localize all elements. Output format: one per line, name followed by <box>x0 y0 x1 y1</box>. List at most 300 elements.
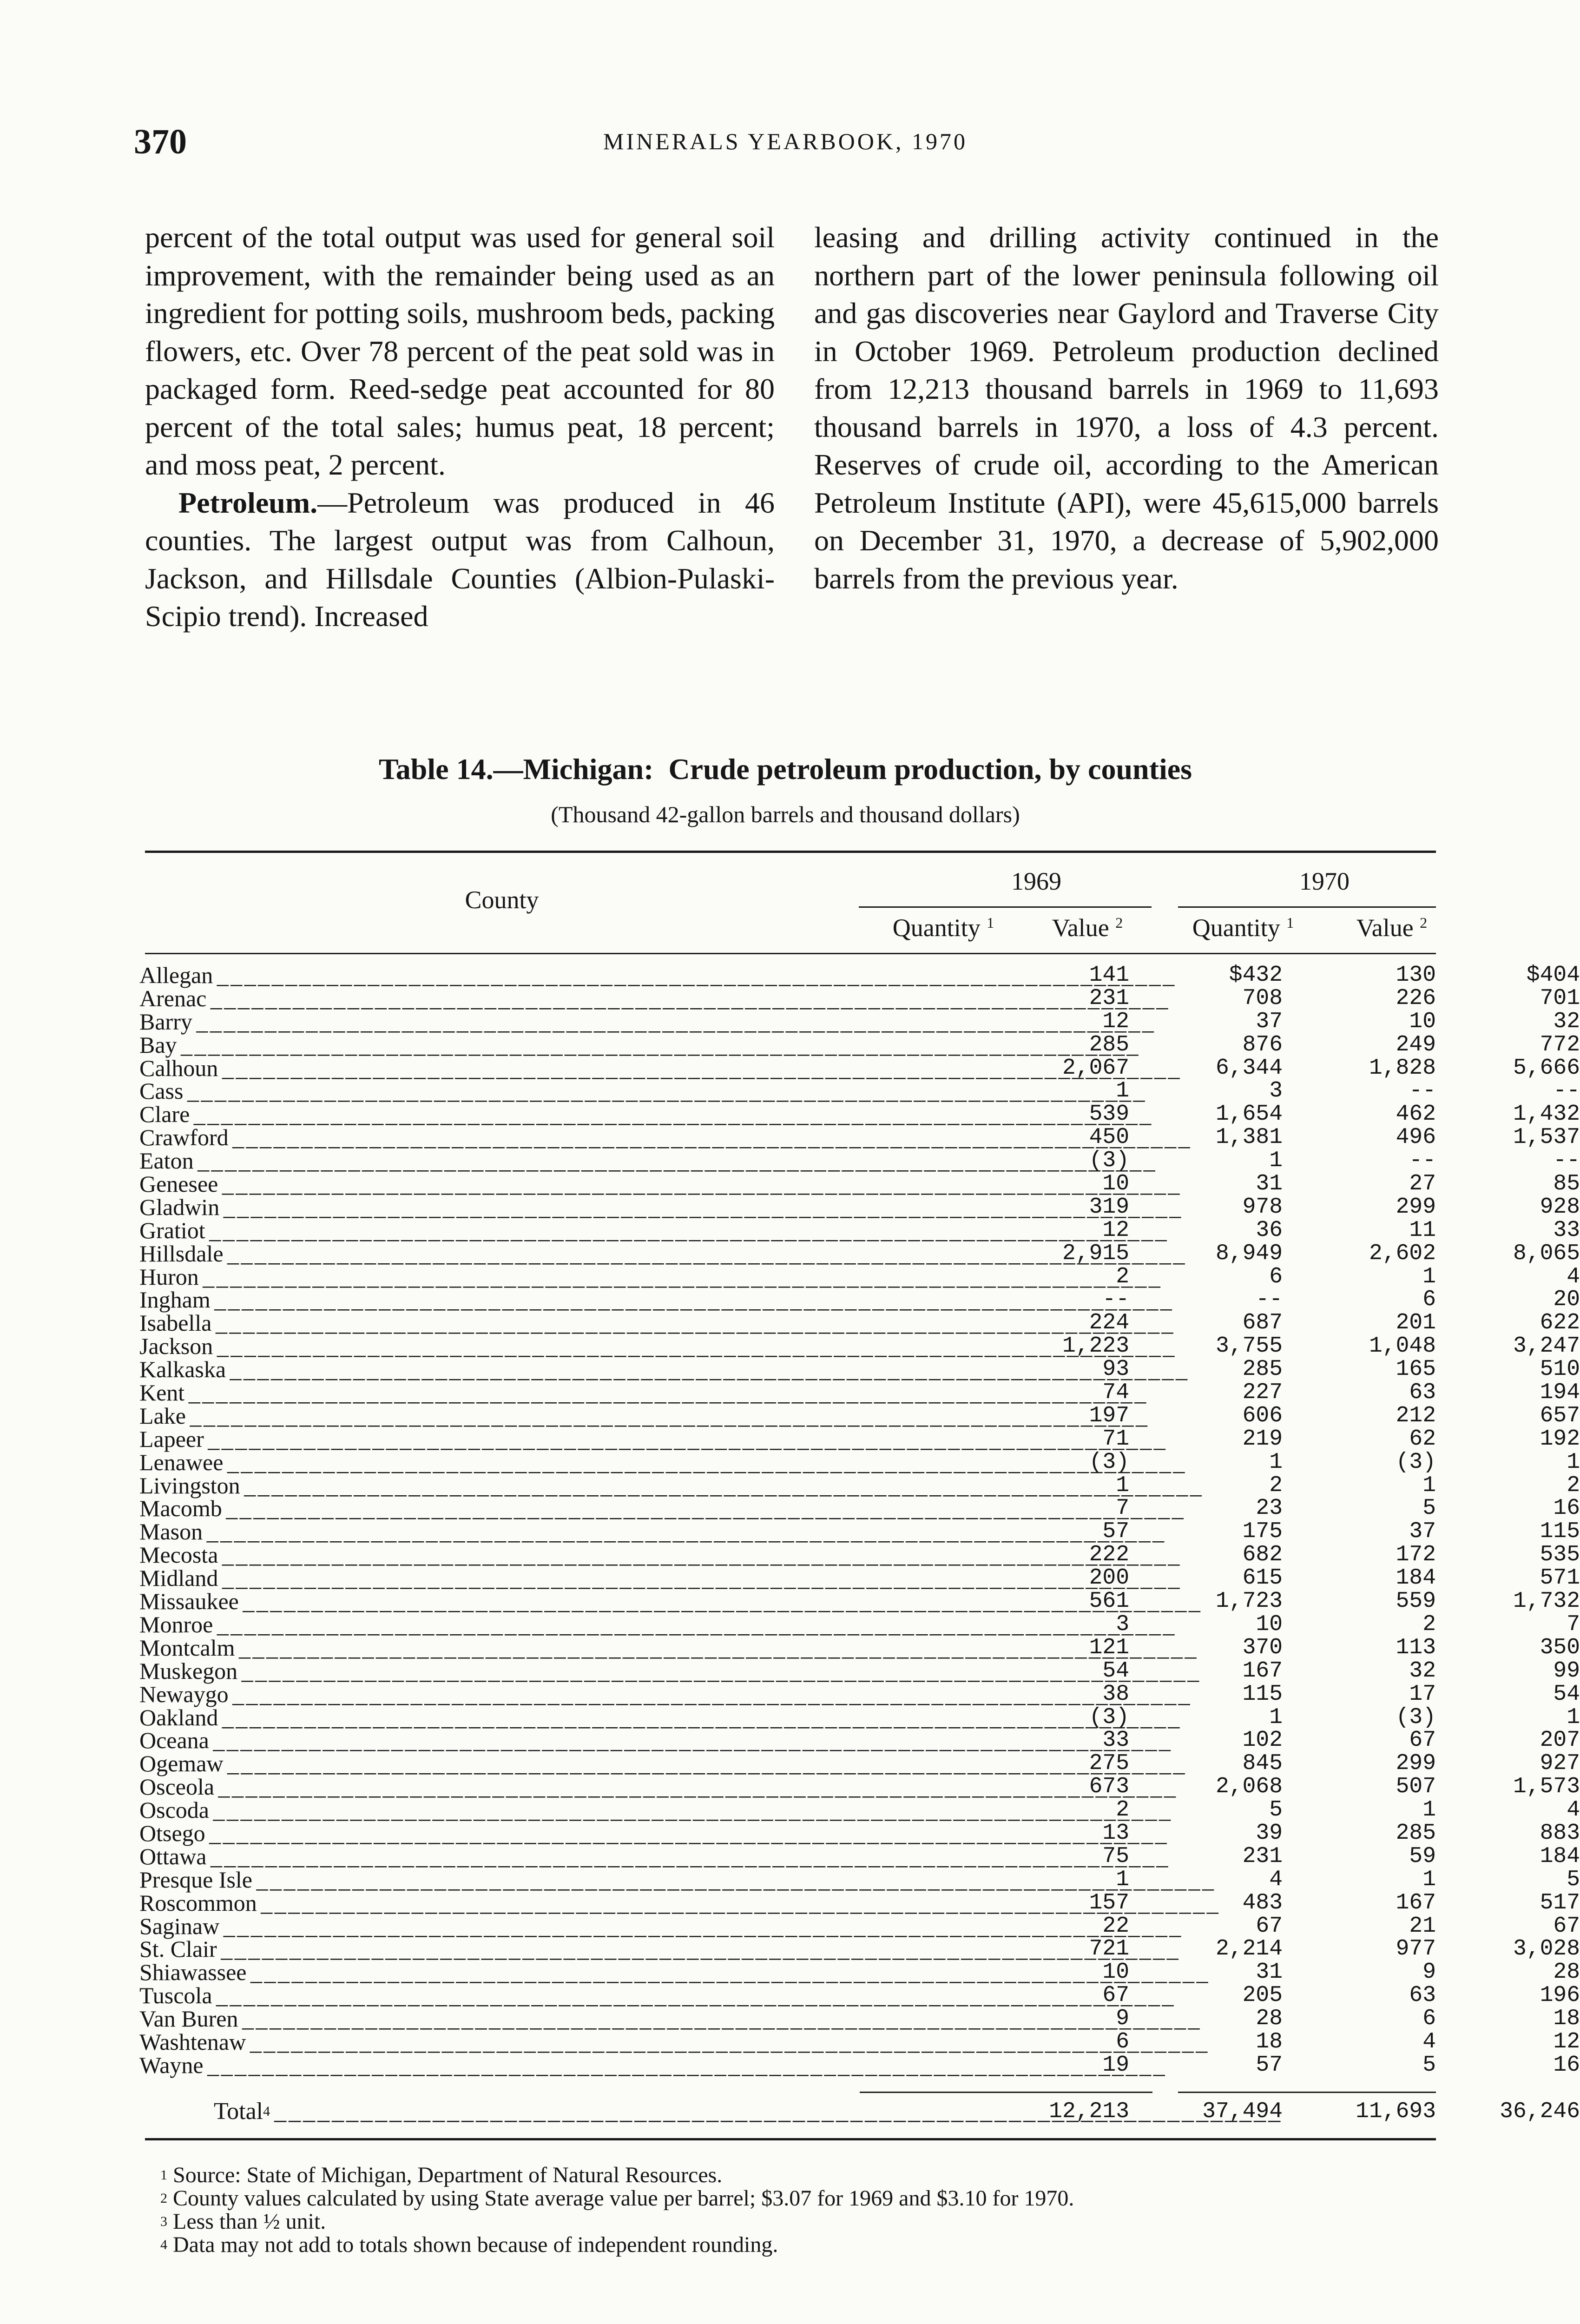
col-header-quantity-1969 <box>874 913 1013 942</box>
county-name: Lenawee _ _ _ <box>139 1451 850 1474</box>
runin-heading: Petroleum. <box>178 486 318 519</box>
table-row <box>139 1774 1580 1800</box>
value-1970: 571 <box>1540 1565 1580 1591</box>
quantity-1969: 275 <box>1089 1751 1129 1776</box>
quantity-1970: 130 <box>1396 963 1436 988</box>
quantity-1969: 1 <box>1116 1078 1129 1104</box>
footnote <box>160 2164 1415 2187</box>
value-1969: 219 <box>1242 1426 1283 1452</box>
table-row <box>139 1982 1580 2009</box>
value-1970: 20 <box>1553 1287 1580 1313</box>
value-1969: 3 <box>1269 1078 1283 1104</box>
table-row <box>139 1356 1580 1383</box>
county-name: Osceola _ _ _ <box>139 1776 850 1799</box>
quantity-1970: 184 <box>1396 1565 1436 1591</box>
value-1970: 1 <box>1567 1704 1580 1730</box>
value-1969: 4 <box>1269 1867 1283 1892</box>
quantity-1969: 1 <box>1116 1472 1129 1498</box>
fn-ref-2: 2 <box>1115 914 1123 931</box>
value-1970: 3,247 <box>1513 1334 1580 1359</box>
value-1969: 1,723 <box>1215 1589 1283 1614</box>
county-name: Livingston _ _ _ <box>139 1474 850 1498</box>
table-row <box>139 1194 1580 1220</box>
county-name: Oscoda _ _ _ <box>139 1799 850 1822</box>
paragraph-leasing: leasing and drilling activity continued in the northern part of the lower peninsula following oil and gas discoveries near Gaylord and Traverse City in October 1969. Petroleum production declined from 12,213 thousand barrels in 1969 to 11,693 thousand barrels in 1970, a loss of 4.3 percent. Reserves of crude oil, according to the American Petroleum Institute (API), were 45,615,000 barrels on December 31, 1970, a decrease of 5,902,000 barrels from the previous year. <box>814 221 1439 595</box>
value-1970: 196 <box>1540 1983 1580 2008</box>
county-name: Missaukee _ _ _ <box>139 1590 850 1613</box>
quantity-1970: 62 <box>1409 1426 1436 1452</box>
quantity-1970: 6 <box>1422 1287 1436 1313</box>
table-row <box>139 1333 1580 1360</box>
county-name: Ogemaw _ _ _ <box>139 1752 850 1776</box>
value-1970: 18 <box>1553 2006 1580 2032</box>
total-quantity-1970: 11,693 <box>1356 2099 1436 2124</box>
county-name: Van Buren _ _ _ <box>139 2007 850 2031</box>
quantity-1969: -- <box>1102 1287 1129 1313</box>
county-name: Arenac _ _ _ <box>139 987 850 1010</box>
total-label <box>214 2098 850 2126</box>
quantity-1970: 59 <box>1409 1843 1436 1869</box>
value-1970: 4 <box>1567 1264 1580 1289</box>
quantity-1970: 63 <box>1409 1983 1436 2008</box>
footnote-mark: 2 <box>160 2191 167 2206</box>
fn-ref-4: 4 <box>263 2104 270 2119</box>
county-name: Shiawassee _ _ _ <box>139 1961 850 1984</box>
quantity-1969: 222 <box>1089 1542 1129 1568</box>
table-row <box>139 1495 1580 1522</box>
quantity-1970: (3) <box>1396 1704 1436 1730</box>
county-name: Gratiot _ _ _ <box>139 1219 850 1242</box>
table-row <box>139 1078 1580 1104</box>
value-1970: 67 <box>1553 1913 1580 1939</box>
value-1970: 28 <box>1553 1960 1580 1985</box>
quantity-1969: 54 <box>1102 1658 1129 1684</box>
value-1970: 33 <box>1553 1217 1580 1243</box>
county-name: Genesee _ _ _ <box>139 1173 850 1196</box>
value-1970: 928 <box>1540 1194 1580 1220</box>
col-header-quantity-1970-label: Quantity <box>1192 914 1280 942</box>
total-label-text: Total <box>214 2098 263 2125</box>
quantity-1970: 10 <box>1409 1009 1436 1034</box>
value-1970: 32 <box>1553 1009 1580 1034</box>
value-1969: 1 <box>1269 1148 1283 1174</box>
value-1969: 31 <box>1256 1171 1283 1197</box>
value-1970: 1,732 <box>1513 1589 1580 1614</box>
quantity-1969: 1,223 <box>1062 1334 1129 1359</box>
footnote-mark: 1 <box>160 2167 167 2183</box>
county-name: Newaygo _ _ _ <box>139 1683 850 1706</box>
quantity-1970: 226 <box>1396 985 1436 1011</box>
value-1969: 483 <box>1242 1890 1283 1915</box>
value-1969: 1 <box>1269 1704 1283 1730</box>
quantity-1970: 172 <box>1396 1542 1436 1568</box>
quantity-1970: 32 <box>1409 1658 1436 1684</box>
total-rule-1969 <box>860 2092 1152 2093</box>
quantity-1970: 6 <box>1422 2006 1436 2032</box>
footnote <box>160 2210 1415 2233</box>
value-1969: 37 <box>1256 1009 1283 1034</box>
quantity-1969: 10 <box>1102 1960 1129 1985</box>
quantity-1970: 299 <box>1396 1751 1436 1776</box>
quantity-1969: 2,915 <box>1062 1241 1129 1266</box>
footnote-text: Data may not add to totals shown because of independent rounding. <box>173 2232 778 2257</box>
value-1970: 517 <box>1540 1890 1580 1915</box>
table-row <box>139 962 1580 988</box>
county-name: Jackson _ _ _ <box>139 1335 850 1358</box>
quantity-1969: 121 <box>1089 1635 1129 1660</box>
footnote-text: Less than ½ unit. <box>173 2209 326 2234</box>
quantity-1970: 285 <box>1396 1820 1436 1846</box>
table-row <box>139 1287 1580 1313</box>
value-1970: 99 <box>1553 1658 1580 1684</box>
col-header-value-1969-label: Value <box>1052 914 1109 942</box>
quantity-1970: 9 <box>1422 1960 1436 1985</box>
quantity-1969: 12 <box>1102 1009 1129 1034</box>
fn-ref-1: 1 <box>987 914 994 931</box>
quantity-1969: 1 <box>1116 1867 1129 1892</box>
quantity-1969: 19 <box>1102 2052 1129 2078</box>
quantity-1970: 249 <box>1396 1032 1436 1057</box>
county-name: Allegan _ _ _ <box>139 964 850 987</box>
quantity-1969: 3 <box>1116 1611 1129 1637</box>
table-row <box>139 1008 1580 1035</box>
county-name: Barry _ _ _ <box>139 1010 850 1034</box>
col-header-1969: 1969 <box>1011 867 1061 895</box>
quantity-1969: 71 <box>1102 1426 1129 1452</box>
value-1970: 622 <box>1540 1310 1580 1336</box>
table-row <box>139 1820 1580 1846</box>
quantity-1969: 9 <box>1116 2006 1129 2032</box>
county-name: Clare _ _ _ <box>139 1103 850 1126</box>
quantity-1970: 11 <box>1409 1217 1436 1243</box>
table-row <box>139 985 1580 1011</box>
value-1969: 18 <box>1256 2029 1283 2054</box>
footnote <box>160 2233 1415 2257</box>
value-1970: 16 <box>1553 2052 1580 2078</box>
value-1969: -- <box>1256 1287 1283 1313</box>
county-name: Kent _ _ _ <box>139 1381 850 1405</box>
value-1970: 883 <box>1540 1820 1580 1846</box>
value-1970: 194 <box>1540 1380 1580 1406</box>
left-column <box>145 218 775 635</box>
value-1969: 606 <box>1242 1403 1283 1428</box>
county-name: Lake _ _ _ <box>139 1405 850 1428</box>
county-name: Muskegon _ _ _ <box>139 1660 850 1683</box>
table-row <box>139 1913 1580 1939</box>
table-row <box>139 1101 1580 1128</box>
col-header-county: County <box>465 886 539 914</box>
value-1970: 3,028 <box>1513 1936 1580 1962</box>
quantity-1970: 113 <box>1396 1635 1436 1660</box>
paragraph-peat: percent of the total output was used for general soil improvement, with the remainder being used as an ingredient for potting soils, mushroom beds, packing flowers, etc. Over 78 percent of the peat sold was in packaged form. Reed-sedge peat accounted for 80 percent of the total sales; humus peat, 18 percent; and moss peat, 2 percent. <box>145 221 775 481</box>
value-1970: 7 <box>1567 1611 1580 1637</box>
county-name: Saginaw _ _ _ <box>139 1915 850 1938</box>
col-header-quantity-1969-label: Quantity <box>892 914 981 942</box>
county-name: St. Clair _ _ _ <box>139 1938 850 1961</box>
quantity-1969: 561 <box>1089 1589 1129 1614</box>
value-1969: 2,214 <box>1215 1936 1283 1962</box>
quantity-1969: 224 <box>1089 1310 1129 1336</box>
value-1969: 10 <box>1256 1611 1283 1637</box>
quantity-1969: 93 <box>1102 1357 1129 1382</box>
table-row <box>139 1634 1580 1661</box>
value-1970: -- <box>1553 1078 1580 1104</box>
value-1970: 927 <box>1540 1751 1580 1776</box>
quantity-1970: 63 <box>1409 1380 1436 1406</box>
table-row <box>139 1124 1580 1151</box>
quantity-1970: 21 <box>1409 1913 1436 1939</box>
value-1969: 102 <box>1242 1728 1283 1753</box>
quantity-1969: 285 <box>1089 1032 1129 1057</box>
quantity-1970: 462 <box>1396 1102 1436 1127</box>
footnote <box>160 2187 1415 2210</box>
quantity-1970: 5 <box>1422 2052 1436 2078</box>
value-1970: 54 <box>1553 1681 1580 1707</box>
county-name: Calhoun _ _ _ <box>139 1057 850 1080</box>
quantity-1970: 1 <box>1422 1472 1436 1498</box>
value-1969: 227 <box>1242 1380 1283 1406</box>
value-1969: 57 <box>1256 2052 1283 2078</box>
value-1969: 687 <box>1242 1310 1283 1336</box>
value-1970: 535 <box>1540 1542 1580 1568</box>
county-name: Eaton _ _ _ <box>139 1149 850 1173</box>
value-1970: 350 <box>1540 1635 1580 1660</box>
county-name: Monroe _ _ _ <box>139 1613 850 1637</box>
county-name: Bay _ _ _ <box>139 1034 850 1057</box>
right-column <box>814 218 1439 597</box>
county-name: Otsego _ _ _ <box>139 1822 850 1845</box>
county-name: Isabella _ _ _ <box>139 1312 850 1335</box>
quantity-1970: 5 <box>1422 1496 1436 1521</box>
quantity-1970: 1,048 <box>1369 1334 1436 1359</box>
quantity-1969: 12 <box>1102 1217 1129 1243</box>
quantity-1969: 13 <box>1102 1820 1129 1846</box>
value-1969: 615 <box>1242 1565 1283 1591</box>
col-header-1970: 1970 <box>1299 867 1350 895</box>
county-name: Montcalm _ _ _ <box>139 1637 850 1660</box>
value-1970: 657 <box>1540 1403 1580 1428</box>
value-1970: 192 <box>1540 1426 1580 1452</box>
table-row <box>139 2006 1580 2032</box>
county-name: Macomb _ _ _ <box>139 1497 850 1520</box>
running-title: MINERALS YEARBOOK, 1970 <box>603 128 968 154</box>
value-1969: 1 <box>1269 1449 1283 1475</box>
value-1969: 67 <box>1256 1913 1283 1939</box>
quantity-1969: 75 <box>1102 1843 1129 1869</box>
quantity-1969: (3) <box>1089 1704 1129 1730</box>
table-row <box>139 1797 1580 1823</box>
quantity-1969: 74 <box>1102 1380 1129 1406</box>
table-row <box>139 1843 1580 1869</box>
quantity-1969: 57 <box>1102 1519 1129 1545</box>
table-row <box>139 1519 1580 1545</box>
footnote-mark: 3 <box>160 2214 167 2229</box>
value-1970: 510 <box>1540 1357 1580 1382</box>
value-1969: 39 <box>1256 1820 1283 1846</box>
county-name: Mecosta _ _ _ <box>139 1544 850 1567</box>
value-1970: 85 <box>1553 1171 1580 1197</box>
table-row <box>139 1402 1580 1429</box>
quantity-1969: 67 <box>1102 1983 1129 2008</box>
quantity-1969: 38 <box>1102 1681 1129 1707</box>
quantity-1969: 33 <box>1102 1728 1129 1753</box>
footnote-text: County values calculated by using State average value per barrel; $3.07 for 1969 and $3.10 for 1970. <box>173 2186 1074 2211</box>
table-row <box>139 1588 1580 1615</box>
quantity-1969: 2,067 <box>1062 1055 1129 1081</box>
county-name: Oakland _ _ _ <box>139 1706 850 1730</box>
table-row <box>139 1611 1580 1637</box>
quantity-1969: (3) <box>1089 1148 1129 1174</box>
quantity-1970: -- <box>1409 1078 1436 1104</box>
quantity-1969: 2 <box>1116 1264 1129 1289</box>
county-name: Kalkaska _ _ _ <box>139 1358 850 1381</box>
rule-1969 <box>859 906 1152 908</box>
value-1969: 876 <box>1242 1032 1283 1057</box>
value-1969: 978 <box>1242 1194 1283 1220</box>
quantity-1970: 1 <box>1422 1797 1436 1823</box>
quantity-1969: 197 <box>1089 1403 1129 1428</box>
table-label: Table 14.—Michigan: <box>378 753 654 786</box>
quantity-1970: 4 <box>1422 2029 1436 2054</box>
quantity-1970: (3) <box>1396 1449 1436 1475</box>
fn-ref-2b: 2 <box>1420 914 1428 931</box>
quantity-1970: 299 <box>1396 1194 1436 1220</box>
quantity-1969: 10 <box>1102 1171 1129 1197</box>
col-header-value-1970 <box>1338 913 1445 942</box>
quantity-1970: 507 <box>1396 1774 1436 1800</box>
value-1970: 1,573 <box>1513 1774 1580 1800</box>
quantity-1969: 2 <box>1116 1797 1129 1823</box>
value-1970: 701 <box>1540 985 1580 1011</box>
value-1969: 167 <box>1242 1658 1283 1684</box>
col-header-value-1970-label: Value <box>1356 914 1414 942</box>
value-1969: 115 <box>1242 1681 1283 1707</box>
table-body <box>139 962 1580 2078</box>
col-header-quantity-1970 <box>1173 913 1313 942</box>
county-name: Tuscola _ _ _ <box>139 1984 850 2007</box>
table-top-rule <box>145 851 1436 853</box>
table-row <box>139 1959 1580 1986</box>
value-1969: 1,381 <box>1215 1125 1283 1150</box>
quantity-1970: 1,828 <box>1369 1055 1436 1081</box>
table-title <box>0 752 1571 786</box>
quantity-1970: 559 <box>1396 1589 1436 1614</box>
value-1969: $432 <box>1229 963 1283 988</box>
total-rule-1970 <box>1178 2092 1436 2093</box>
value-1969: 205 <box>1242 1983 1283 2008</box>
value-1970: 184 <box>1540 1843 1580 1869</box>
value-1969: 28 <box>1256 2006 1283 2032</box>
quantity-1970: 165 <box>1396 1357 1436 1382</box>
value-1970: 772 <box>1540 1032 1580 1057</box>
page-number: 370 <box>134 122 187 161</box>
value-1969: 231 <box>1242 1843 1283 1869</box>
quantity-1969: 141 <box>1089 963 1129 988</box>
value-1970: 207 <box>1540 1728 1580 1753</box>
value-1970: 2 <box>1567 1472 1580 1498</box>
value-1970: 8,065 <box>1513 1241 1580 1266</box>
value-1969: 845 <box>1242 1751 1283 1776</box>
value-1969: 2,068 <box>1215 1774 1283 1800</box>
value-1970: 12 <box>1553 2029 1580 2054</box>
table-row <box>139 1936 1580 1962</box>
value-1970: 16 <box>1553 1496 1580 1521</box>
table-row <box>139 1148 1580 1174</box>
county-name: Lapeer _ _ _ <box>139 1428 850 1451</box>
table-row <box>139 1565 1580 1591</box>
table-row <box>139 2052 1580 2078</box>
value-1970: 1,432 <box>1513 1102 1580 1127</box>
total-row <box>139 2098 1580 2126</box>
county-name: Mason _ _ _ <box>139 1520 850 1544</box>
quantity-1970: 977 <box>1396 1936 1436 1962</box>
value-1969: 708 <box>1242 985 1283 1011</box>
quantity-1970: 2 <box>1422 1611 1436 1637</box>
value-1970: $404 <box>1526 963 1580 988</box>
value-1969: 23 <box>1256 1496 1283 1521</box>
table-row <box>139 1727 1580 1754</box>
table-row <box>139 1217 1580 1243</box>
value-1970: 115 <box>1540 1519 1580 1545</box>
county-name: Huron _ _ _ <box>139 1266 850 1289</box>
value-1969: 1,654 <box>1215 1102 1283 1127</box>
table-subtitle: (Thousand 42-gallon barrels and thousand dollars) <box>551 801 1020 827</box>
quantity-1970: 167 <box>1396 1890 1436 1915</box>
table-row <box>139 1657 1580 1684</box>
table-row <box>139 1171 1580 1197</box>
table-row <box>139 1866 1580 1893</box>
table-row <box>139 1472 1580 1499</box>
value-1969: 31 <box>1256 1960 1283 1985</box>
quantity-1969: 673 <box>1089 1774 1129 1800</box>
county-name: Ingham _ _ _ <box>139 1288 850 1312</box>
quantity-1969: 157 <box>1089 1890 1129 1915</box>
quantity-1969: 319 <box>1089 1194 1129 1220</box>
table-row <box>139 1240 1580 1267</box>
quantity-1970: 201 <box>1396 1310 1436 1336</box>
quantity-1969: (3) <box>1089 1449 1129 1475</box>
total-value-1970: 36,246 <box>1500 2099 1580 2124</box>
value-1969: 682 <box>1242 1542 1283 1568</box>
rule-1970 <box>1178 906 1436 908</box>
quantity-1970: 212 <box>1396 1403 1436 1428</box>
table-row <box>139 1681 1580 1707</box>
quantity-1970: 27 <box>1409 1171 1436 1197</box>
table-row <box>139 1426 1580 1452</box>
county-name: Oceana _ _ _ <box>139 1729 850 1752</box>
paragraph-petroleum-text: —Petroleum was produced in 46 counties. The largest output was from Calhoun, Jackson, and Hillsdale Counties (Albion-Pulaski-Scipio trend). Increased <box>145 486 775 633</box>
value-1969: 370 <box>1242 1635 1283 1660</box>
quantity-1969: 200 <box>1089 1565 1129 1591</box>
value-1969: 8,949 <box>1215 1241 1283 1266</box>
quantity-1970: 1 <box>1422 1867 1436 1892</box>
table-row <box>139 1449 1580 1475</box>
quantity-1969: 231 <box>1089 985 1129 1011</box>
value-1969: 6 <box>1269 1264 1283 1289</box>
table-row <box>139 1750 1580 1777</box>
quantity-1969: 539 <box>1089 1102 1129 1127</box>
col-header-value-1969 <box>1027 913 1148 942</box>
county-name: Hillsdale _ _ _ <box>139 1242 850 1266</box>
quantity-1970: 1 <box>1422 1264 1436 1289</box>
quantity-1969: 22 <box>1102 1913 1129 1939</box>
value-1969: 36 <box>1256 1217 1283 1243</box>
county-name: Roscommon _ _ _ <box>139 1892 850 1915</box>
quantity-1969: 7 <box>1116 1496 1129 1521</box>
value-1970: 1 <box>1567 1449 1580 1475</box>
quantity-1970: 496 <box>1396 1125 1436 1150</box>
quantity-1970: 37 <box>1409 1519 1436 1545</box>
